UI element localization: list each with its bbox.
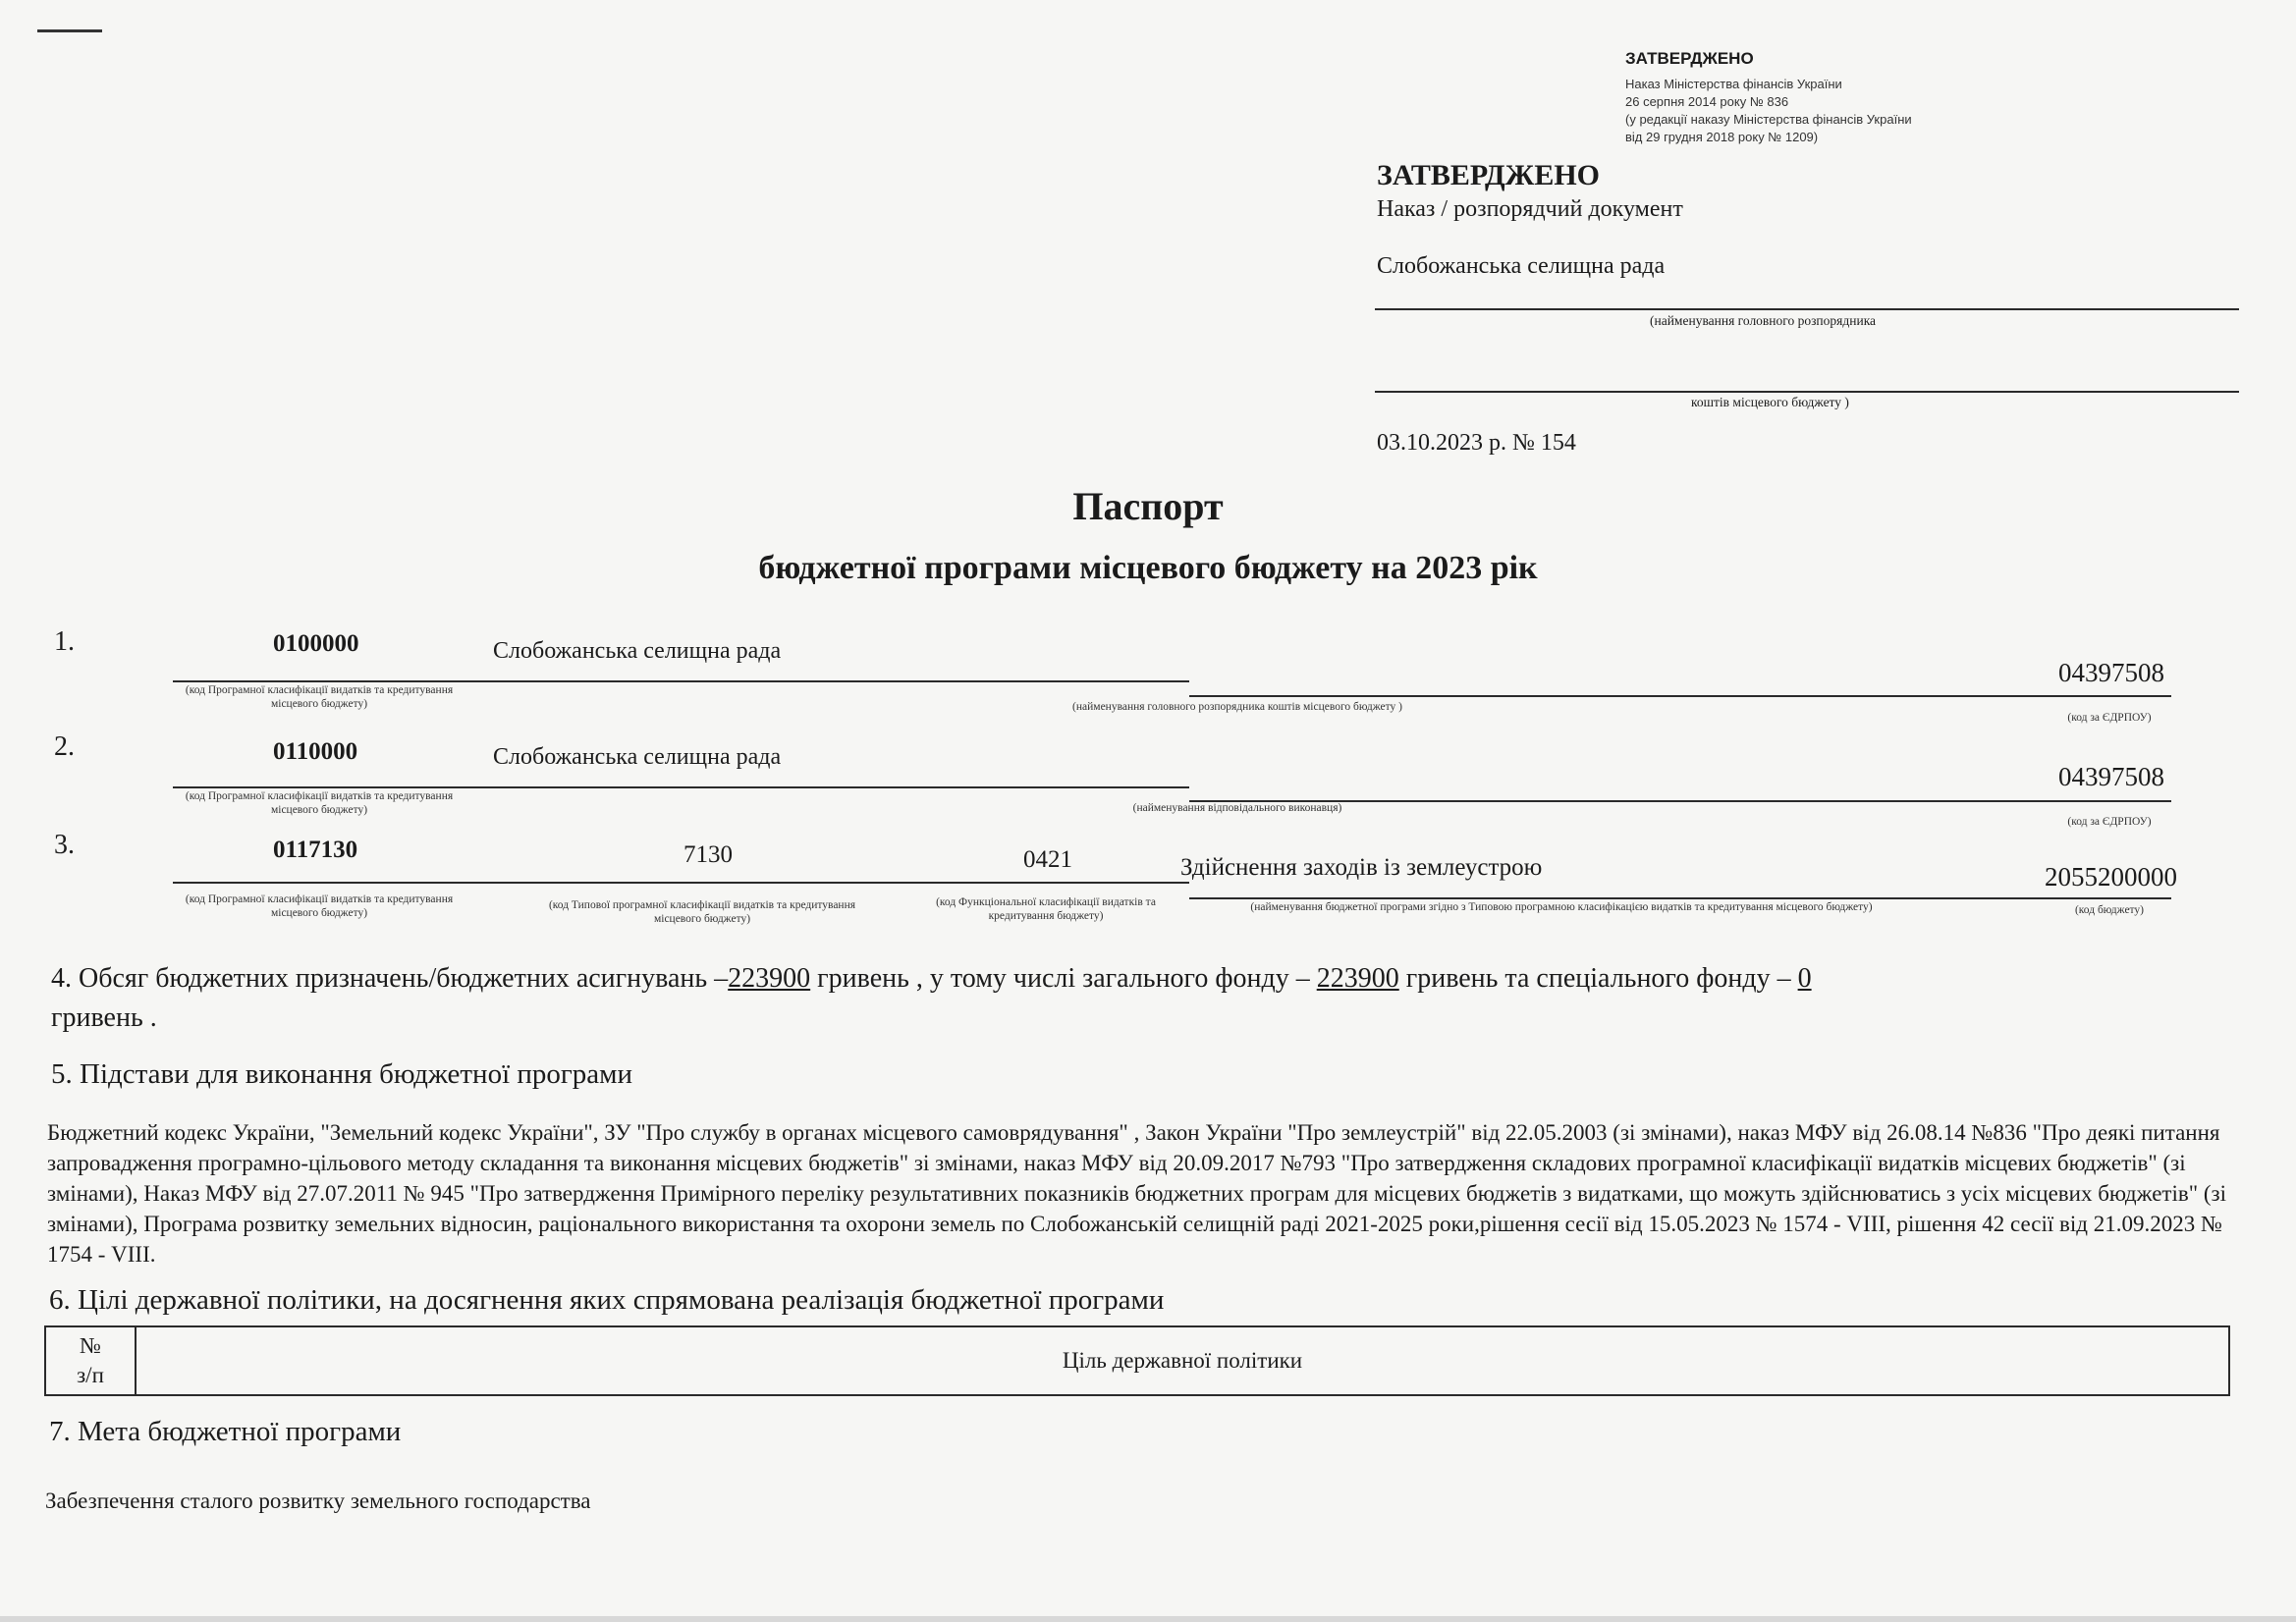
approval-small-title: ЗАТВЕРДЖЕНО (1625, 49, 1754, 68)
caption-budget-code: (код бюджету) (2074, 904, 2145, 916)
section-5-heading: 5. Підстави для виконання бюджетної програми (51, 1058, 633, 1090)
caption-edrpou: (код за ЄДРПОУ) (2067, 816, 2152, 828)
caption-budget-funds: коштів місцевого бюджету ) (1691, 395, 1849, 409)
section-4-prefix: 4. Обсяг бюджетних призначень/бюджетних асигнувань – (51, 963, 729, 994)
approval-organization: Слобожанська селищна рада (1377, 253, 1666, 279)
approval-small-line: від 29 грудня 2018 року № 1209) (1625, 130, 1819, 144)
section-4-text: гривень та спеціального фонду – (1398, 963, 1798, 994)
budget-code: 2055200000 (2045, 862, 2177, 892)
caption-edrpou: (код за ЄДРПОУ) (2067, 712, 2152, 724)
approval-doc-type: Наказ / розпорядчий документ (1377, 196, 1683, 222)
document-subtitle: бюджетної програми місцевого бюджету на 2023 рік (758, 550, 1538, 586)
approval-small-line: Наказ Міністерства фінансів України (1625, 77, 1842, 91)
edrpou-code: 04397508 (2058, 762, 2164, 791)
underline (173, 680, 1189, 682)
underline (1375, 308, 2239, 310)
executor-name: Слобожанська селищна рада (493, 744, 782, 770)
total-amount: 223900 (728, 963, 811, 994)
document-title: Паспорт (1072, 484, 1224, 528)
section-4-budget (51, 959, 2241, 1038)
scan-bottom-edge (0, 1616, 2296, 1622)
section-6-heading: 6. Цілі державної політики, на досягнення яких спрямована реалізація бюджетної програми (49, 1284, 1165, 1316)
row-number: 3. (54, 830, 75, 860)
underline (1189, 695, 2171, 697)
program-name: Здійснення заходів із землеустрою (1180, 854, 1543, 881)
column-goal-header (136, 1326, 2229, 1395)
program-code: 0100000 (273, 630, 359, 657)
program-code: 0110000 (273, 738, 358, 765)
caption-program-code: (код Програмної класифікації видатків та кредитування місцевого бюджету) (185, 893, 454, 919)
column-goal-label: Ціль державної політики (1062, 1348, 1303, 1373)
edrpou-code: 04397508 (2058, 658, 2164, 687)
functional-code: 0421 (1023, 846, 1072, 873)
manager-name: Слобожанська селищна рада (493, 638, 782, 664)
section-7-heading: 7. Мета бюджетної програми (49, 1416, 402, 1447)
approval-small-line: 26 серпня 2014 року № 836 (1625, 94, 1789, 109)
caption-program-code: (код Програмної класифікації видатків та кредитування місцевого бюджету) (185, 790, 454, 816)
column-number-label: № (80, 1333, 101, 1358)
section-7-text: Забезпечення сталого розвитку земельного господарства (45, 1488, 591, 1513)
typical-program-code: 7130 (683, 841, 733, 868)
table-header-row (45, 1326, 2229, 1395)
column-number-label: з/п (77, 1363, 104, 1387)
section-4-text: гривень , у тому числі загального фонду – (810, 963, 1317, 994)
underline (173, 786, 1189, 788)
caption-executor-name: (найменування відповідального виконавця) (1132, 802, 1342, 814)
section-5-text: Бюджетний кодекс України, "Земельний кодекс України", ЗУ "Про службу в органах місцевого самоврядування" , Закон України "Про землеустрій" від 22.05.2003 (зі змінами), наказ МФУ від 26.08.14 №836 "Про деякі питання запровадження програмно-цільового методу складання та виконання місцевих бюджетів" зі змінами, наказ МФУ від 20.09.2017 №793 "Про затвердження складових програмної класифікації видатків місцевих бюджетів" (зі змінами), Наказ МФУ від 27.07.2011 № 945 "Про затвердження Примірного переліку результативних показників бюджетних програм для місцевих бюджетів з видатками, що можуть здійснюватись з усіх місцевих бюджетів" (зі змінами), Програма розвитку земельних відносин, раціонального використання та охорони земель по Слобожанській селищній раді 2021-2025 роки,рішення сесії від 15.05.2023 № 1574 - VIII, рішення 42 сесії від 21.09.2023 № 1754 - VIII. (47, 1120, 2227, 1267)
approval-date-number: 03.10.2023 р. № 154 (1377, 430, 1576, 456)
underline (173, 882, 1189, 884)
caption-manager: (найменування головного розпорядника (1650, 313, 1877, 328)
row-number: 2. (54, 731, 75, 762)
approval-main-title: ЗАТВЕРДЖЕНО (1377, 159, 1600, 191)
row-number: 1. (54, 626, 75, 657)
program-code: 0117130 (273, 837, 358, 863)
caption-typical-code: (код Типової програмної класифікації видатків та кредитування місцевого бюджету) (548, 899, 856, 925)
approval-small-line: (у редакції наказу Міністерства фінансів України (1625, 112, 1912, 127)
caption-manager-name: (найменування головного розпорядника коштів місцевого бюджету ) (1072, 701, 1402, 713)
underline (1375, 391, 2239, 393)
caption-program-code: (код Програмної класифікації видатків та кредитування місцевого бюджету) (185, 684, 454, 710)
policy-goals-table (44, 1325, 2230, 1396)
caption-program-name: (найменування бюджетної програми згідно з Типовою програмною класифікацією видатків та кредитування місцевого бюджету) (1250, 901, 1873, 913)
special-fund-amount: 0 (1797, 963, 1812, 994)
underline (1189, 897, 2171, 899)
scan-corner-mark (37, 29, 102, 32)
column-number-header (45, 1326, 136, 1395)
general-fund-amount: 223900 (1316, 963, 1399, 994)
caption-functional-code: (код Функціональної класифікації видатків та кредитування бюджету) (936, 896, 1156, 922)
section-4-suffix: гривень . (51, 1002, 157, 1033)
